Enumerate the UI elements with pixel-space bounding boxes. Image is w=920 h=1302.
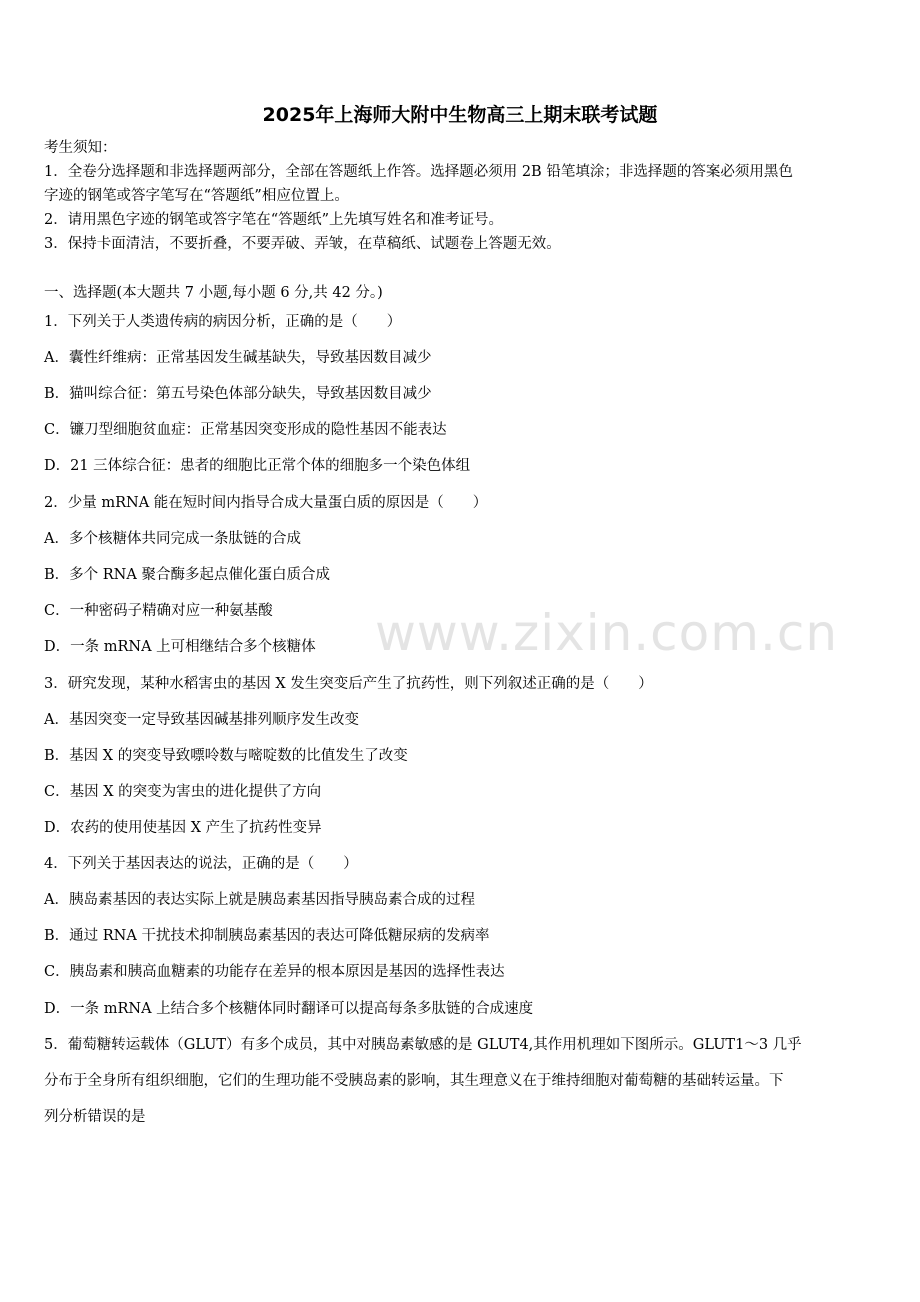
q2-option-a: A．多个核糖体共同完成一条肽链的合成 (44, 531, 301, 547)
q2-option-b: B．多个 RNA 聚合酶多起点催化蛋白质合成 (44, 567, 330, 583)
q4-option-b: B．通过 RNA 干扰技术抑制胰岛素基因的表达可降低糖尿病的发病率 (44, 928, 490, 944)
q2-stem: 2．少量 mRNA 能在短时间内指导合成大量蛋白质的原因是（ ） (44, 495, 488, 511)
q1-option-d: D．21 三体综合征：患者的细胞比正常个体的细胞多一个染色体组 (44, 458, 471, 474)
q5-stem-line-2: 分布于全身所有组织细胞，它们的生理功能不受胰岛素的影响，其生理意义在于维持细胞对葡萄糖的基础转运量。下 (44, 1073, 784, 1089)
notice-heading: 考生须知： (44, 140, 117, 156)
q5-stem-line-1: 5．葡萄糖转运载体（GLUT）有多个成员，其中对胰岛素敏感的是 GLUT4,其作用机理如下图所示。GLUT1～3 几乎 (44, 1037, 802, 1053)
q2-option-c: C．一种密码子精确对应一种氨基酸 (44, 603, 273, 619)
q1-option-a: A．囊性纤维病：正常基因发生碱基缺失，导致基因数目减少 (44, 350, 432, 366)
q4-option-a: A．胰岛素基因的表达实际上就是胰岛素基因指导胰岛素合成的过程 (44, 892, 475, 908)
q5-stem-line-3: 列分析错误的是 (44, 1109, 146, 1125)
exam-title: 2025年上海师大附中生物高三上期末联考试题 (262, 104, 658, 126)
q4-stem: 4．下列关于基因表达的说法，正确的是（ ） (44, 856, 358, 872)
q3-option-d: D．农药的使用使基因 X 产生了抗药性变异 (44, 820, 322, 836)
q3-option-b: B．基因 X 的突变导致嘌呤数与嘧啶数的比值发生了改变 (44, 748, 408, 764)
watermark: www.zixin.com.cn (375, 604, 839, 662)
q3-option-c: C．基因 X 的突变为害虫的进化提供了方向 (44, 784, 322, 800)
q4-option-c: C．胰岛素和胰高血糖素的功能存在差异的根本原因是基因的选择性表达 (44, 964, 505, 980)
q1-option-c: C．镰刀型细胞贫血症：正常基因突变形成的隐性基因不能表达 (44, 422, 447, 438)
notice-item-2: 2．请用黑色字迹的钢笔或答字笔在“答题纸”上先填写姓名和准考证号。 (44, 212, 504, 228)
q2-option-d: D．一条 mRNA 上可相继结合多个核糖体 (44, 639, 316, 655)
q3-option-a: A．基因突变一定导致基因碱基排列顺序发生改变 (44, 712, 359, 728)
q1-option-b: B．猫叫综合征：第五号染色体部分缺失，导致基因数目减少 (44, 386, 432, 402)
q1-stem: 1．下列关于人类遗传病的病因分析，正确的是（ ） (44, 314, 402, 330)
q3-stem: 3．研究发现，某种水稻害虫的基因 X 发生突变后产生了抗药性，则下列叙述正确的是（ ） (44, 676, 653, 692)
q4-option-d: D．一条 mRNA 上结合多个核糖体同时翻译可以提高每条多肽链的合成速度 (44, 1001, 534, 1017)
notice-item-3: 3．保持卡面清洁，不要折叠，不要弄破、弄皱，在草稿纸、试题卷上答题无效。 (44, 236, 561, 252)
section-heading: 一、选择题(本大题共 7 小题,每小题 6 分,共 42 分。) (44, 285, 383, 301)
notice-item-1-cont: 字迹的钢笔或答字笔写在“答题纸”相应位置上。 (44, 188, 349, 204)
notice-item-1: 1．全卷分选择题和非选择题两部分，全部在答题纸上作答。选择题必须用 2B 铅笔填涂；非选择题的答案必须用黑色 (44, 164, 793, 180)
